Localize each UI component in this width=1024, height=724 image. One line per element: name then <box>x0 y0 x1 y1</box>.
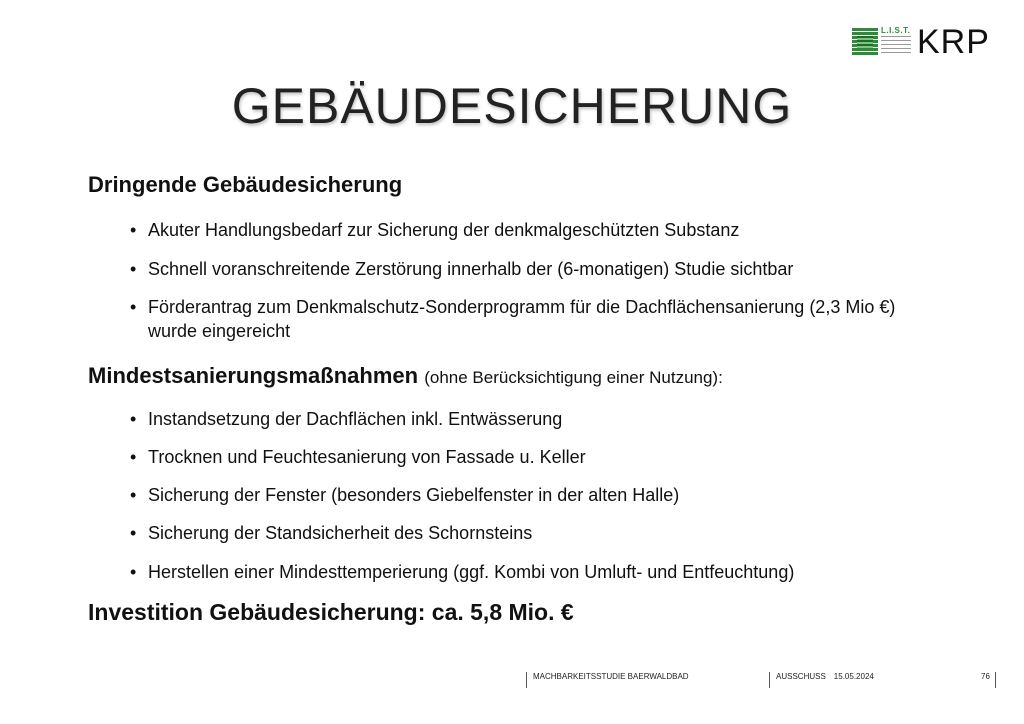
list-logo <box>852 26 910 58</box>
list-item-text: Sicherung der Standsicherheit des Schornsteins <box>148 523 533 543</box>
section-heading-urgent: Dringende Gebäudesicherung <box>88 172 403 197</box>
list-logo-text: L.I.S.T. <box>881 26 911 35</box>
bullet-icon: • <box>130 259 137 279</box>
bullet-icon: • <box>130 297 137 317</box>
list-item-text: Schnell voranschreitende Zerstörung innerhalb der (6-monatigen) Studie sichtbar <box>148 259 794 279</box>
list-item-text: Herstellen einer Mindesttemperierung (ggf. Kombi von Umluft- und Entfeuchtung) <box>148 562 795 582</box>
bullet-icon: • <box>130 485 137 505</box>
page-title: GEBÄUDESICHERUNG <box>231 78 793 134</box>
list-item-text: Sicherung der Fenster (besonders Giebelfenster in der alten Halle) <box>148 485 680 505</box>
footer-study-label: MACHBARKEITSSTUDIE BAERWALDBAD <box>533 672 689 681</box>
bullet-icon: • <box>130 562 137 582</box>
section-heading-minimum-subtitle: (ohne Berücksichtigung einer Nutzung): <box>424 368 723 387</box>
section-heading-minimum-title: Mindestsanierungsmaßnahmen <box>88 363 419 388</box>
investment-summary: Investition Gebäudesicherung: ca. 5,8 Mio. € <box>88 599 574 625</box>
page-number: 76 <box>981 672 990 681</box>
bullet-icon: • <box>130 220 137 240</box>
footer-committee <box>769 672 874 688</box>
list-logo-subtext-icon <box>881 36 911 56</box>
section-heading-minimum <box>88 362 723 392</box>
footer-page-number <box>981 672 996 688</box>
bullet-icon: • <box>130 523 137 543</box>
footer-study <box>526 672 689 688</box>
list-item-text: Förderantrag zum Denkmalschutz-Sonderprogramm für die Dachflächensanierung (2,3 Mio €) wurde eingereicht <box>148 297 896 341</box>
list-item-text: Instandsetzung der Dachflächen inkl. Entwässerung <box>148 409 563 429</box>
list-item-text: Trocknen und Feuchtesanierung von Fassade u. Keller <box>148 447 586 467</box>
footer-committee-label: AUSSCHUSS <box>776 672 826 681</box>
list-item-text: Akuter Handlungsbedarf zur Sicherung der denkmalgeschützten Substanz <box>148 220 740 240</box>
list-logo-icon <box>852 28 878 56</box>
bullet-icon: • <box>130 409 137 429</box>
bullet-icon: • <box>130 447 137 467</box>
footer-date: 15.05.2024 <box>833 672 874 681</box>
krp-logo: KRP <box>917 23 990 61</box>
